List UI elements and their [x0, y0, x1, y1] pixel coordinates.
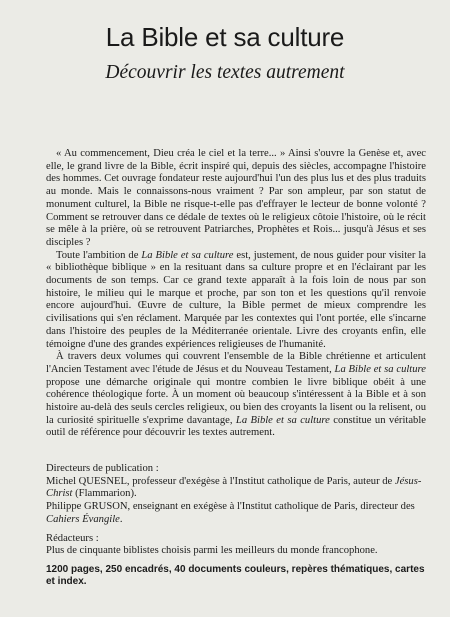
book-reference: Jésus-Christ: [46, 475, 422, 500]
paragraph-volumes: [46, 351, 426, 440]
editors-block: [46, 533, 426, 558]
paragraph-ambition-start: Toute l'ambition de: [56, 249, 142, 261]
book-title-ref: La Bible et sa culture: [334, 363, 426, 375]
book-title-ref: La Bible et sa culture: [141, 249, 234, 261]
paragraph-volumes-middle: propose une démarche originale qui montre combien le livre biblique obéit à une cohérence théologique forte. À un moment où beaucoup s'intéressent à la Bible et à son histoire au-delà des seuls cercles religieux, ou bien des croyants la lisent ou la relisent, ou la curiosité spirituelle s'exprime davantage,: [46, 376, 426, 426]
book-features: 1200 pages, 250 encadrés, 40 documents couleurs, repères thématiques, cartes et index.: [46, 563, 425, 588]
director-quesnel-text: Michel QUESNEL, professeur d'exégèse à l'Institut catholique de Paris, auteur de: [46, 475, 395, 487]
description-text: [46, 148, 426, 440]
director-quesnel: [46, 476, 426, 501]
page-title: La Bible et sa culture: [105, 22, 345, 52]
book-title-ref: La Bible et sa culture: [235, 414, 330, 426]
paragraph-volumes-start: À travers deux volumes qui couvrent l'ensemble de la Bible chrétienne et articulent l'Ancien Testament avec l'étude de Jésus et du Nouveau Testament,: [46, 351, 426, 375]
directors-label: Directeurs de publication :: [46, 463, 159, 474]
paragraph-intro: « Au commencement, Dieu créa le ciel et la terre... » Ainsi s'ouvre la Genèse et, avec elle, le grand livre de la Bible, écrit inspiré qui, depuis des siècles, accompagne l'histoire des hommes. Cet ouvrage fondateur reste aujourd'hui l'un des plus lus et des plus traduits au monde. Mais le connaissons-nous vraiment ? Par son ampleur, par son statut de monument culturel, la Bible ne risque-t-elle pas d'effrayer le lecteur de bonne volonté ? Comment se retrouver dans ce dédale de textes où le religieux côtoie l'histoire, où le récit se mêle à la prière, où se retrouvent Patriarches, Prophètes et Rois... jusqu'à Jésus et ses disciples ?: [46, 148, 426, 248]
page-subtitle: Découvrir les textes autrement: [105, 62, 345, 83]
director-gruson: [46, 501, 426, 526]
paragraph-ambition-rest: est, justement, de nous guider pour visiter la « bibliothèque biblique » en la resituant dans sa culture propre et en l'éclairant par les documents de son temps. Car ce grand texte apparaît à la fois loin de nous par son histoire, le milieu qui le marque et proche, par son ton et les questions qu'il renvoie encore aujourd'hui. Œuvre de culture, la Bible permet de mieux comprendre les civilisations qui s'en réclament. Marquée par les contextes qui l'ont portée, elle s'incarne dans l'histoire des peuples de la Méditerranée orientale. Livre des croyants enfin, elle témoigne d'une des grandes expériences religieuses de l'humanité.: [46, 249, 427, 350]
paragraph-volumes-end: constitue un véritable outil de référence pour découvrir les textes autrement.: [46, 414, 426, 439]
publisher-note: (Flammarion).: [72, 488, 137, 500]
directors-block: [46, 463, 426, 527]
journal-reference: Cahiers Évangile: [46, 513, 120, 525]
credits-section: [46, 463, 426, 589]
director-gruson-text: Philippe GRUSON, enseignant en exégèse à l'Institut catholique de Paris, directeur des: [46, 501, 415, 513]
paragraph-ambition: [46, 250, 426, 352]
editors-label: Rédacteurs :: [46, 532, 99, 544]
editors-text: Plus de cinquante biblistes choisis parmi les meilleurs du monde francophone.: [46, 545, 378, 557]
director-gruson-end: .: [119, 513, 123, 525]
